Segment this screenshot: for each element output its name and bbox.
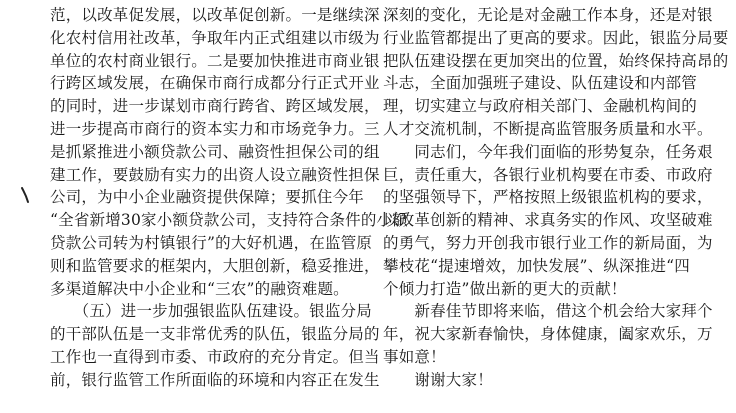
text-line: 行跨区域发展，在确保市商行成都分行正式开业 [50, 74, 380, 93]
text-line: 进一步提高市商行的资本实力和市场竞争力。三 [50, 119, 380, 138]
text-line: 事如意！ [383, 347, 446, 366]
text-line: 前，银行监管工作所面临的环境和内容正在发生 [50, 370, 380, 389]
text-line: 的勇气，努力开创我市银行业工作的新局面，为 [383, 233, 713, 252]
text-line: 深刻的变化，无论是对金融工作本身，还是对银 [383, 6, 713, 24]
text-line: 斗志，全面加强班子建设、队伍建设和内部管 [383, 74, 698, 93]
text-line: 单位的农村商业银行。二是要加快推进市商业银 [50, 51, 380, 70]
text-line: 人才交流机制，不断提高监管服务质量和水平。 [383, 119, 713, 138]
text-line: 的坚强领导下，严格按照上级银监机构的要求， [383, 188, 713, 207]
text-line: 巨，责任重大，各银行业机构要在市委、市政府 [383, 165, 713, 184]
text-line: 理，切实建立与政府相关部门、金融机构间的 [383, 97, 698, 116]
text-line: 把队伍建设摆在更加突出的位置，始终保持高昂的 [383, 51, 729, 70]
text-line: 的同时，进一步谋划市商行跨省、跨区域发展， [50, 97, 380, 116]
left-column [50, 4, 408, 392]
text-line: 是抓紧推进小额贷款公司、融资性担保公司的组 [50, 142, 380, 161]
text-line: 化农村信用社改革，争取年内正式组建以市级为 [50, 28, 380, 47]
text-line: 以改革创新的精神、求真务实的作风、攻坚破难 [383, 211, 713, 230]
margin-mark [20, 186, 30, 204]
text-line: 则和监管要求的框架内，大胆创新，稳妥推进， [50, 256, 380, 275]
text-line: “全省新增30家小额贷款公司，支持符合条件的小额 [50, 211, 408, 230]
text-line: 范，以改革促发展，以改革促创新。一是继续深 [50, 6, 380, 24]
text-line: 公司，为中小企业融资提供保障；要抓住今年 [50, 188, 365, 207]
text-line: 行业监管都提出了更高的要求。因此，银监分局要 [383, 28, 729, 47]
text-line: 个倾力打造”做出新的更大的贡献！ [383, 279, 627, 298]
text-line: 多渠道解决中小企业和“三农”的融资难题。 [50, 279, 349, 298]
text-line: 的干部队伍是一支非常优秀的队伍，银监分局的 [50, 325, 380, 344]
text-line: 工作也一直得到市委、市政府的充分肯定。但当 [50, 347, 380, 366]
text-line: （五）进一步加强银监队伍建设。银监分局 [50, 302, 372, 321]
text-line: 年，祝大家新春愉快，身体健康，阖家欢乐，万 [383, 325, 713, 344]
text-line: 建工作，要鼓励有实力的出资人设立融资性担保 [50, 165, 380, 184]
text-line: 新春佳节即将来临，借这个机会给大家拜个 [383, 302, 713, 321]
right-column [383, 4, 729, 392]
text-line: 谢谢大家！ [383, 370, 493, 389]
text-line: 贷款公司转为村镇银行”的大好机遇，在监管原 [50, 233, 373, 252]
text-line: 攀枝花“提速增效，加快发展”、纵深推进“四 [383, 256, 690, 275]
text-line: 同志们，今年我们面临的形势复杂，任务艰 [383, 142, 713, 161]
